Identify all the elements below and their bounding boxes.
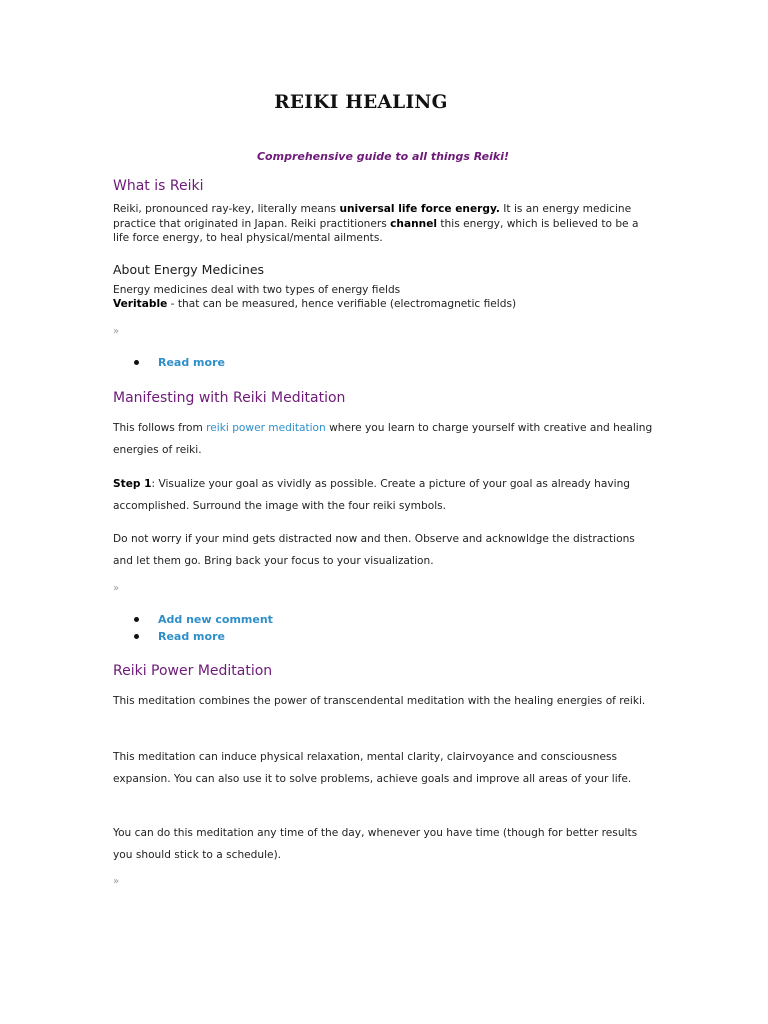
list-item	[134, 355, 225, 372]
text-run: where you learn to charge yourself with creative and healing energies of reiki.	[113, 422, 653, 456]
energy-medicines-line: Energy medicines deal with two types of energy fields	[113, 284, 401, 296]
text-run: It is an energy medicine practice that originated in Japan. Reiki practitioners	[113, 203, 632, 230]
text-run: this energy, which is believed to be a life force energy, to heal physical/mental ailments.	[113, 217, 639, 244]
text-run: : Visualize your goal as vividly as possible. Create a picture of your goal as already having accomplished. Surround the image with the four reiki symbols.	[113, 478, 631, 512]
read-more-link[interactable]: Read more	[158, 629, 225, 643]
links-list	[134, 612, 273, 645]
list-item	[134, 629, 273, 646]
bold-term-step-1: Step 1	[113, 478, 152, 490]
bullet-icon	[134, 634, 139, 639]
list-item	[134, 612, 273, 629]
page-subtitle: Comprehensive guide to all things Reiki!	[256, 150, 510, 163]
add-new-comment-link[interactable]: Add new comment	[158, 613, 273, 626]
bullet-icon	[134, 360, 139, 365]
subheading-energy-medicines: About Energy Medicines	[113, 262, 265, 277]
section-heading-what-is-reiki: What is Reiki	[113, 178, 204, 194]
raquo-separator: »	[113, 876, 120, 887]
manifesting-paragraph-3: Do not worry if your mind gets distracted now and then. Observe and acknowldge the distractions and let them go. Bring back your focus to your visualization.	[113, 533, 635, 567]
veritable-line	[113, 297, 653, 312]
bold-term-veritable: Veritable	[113, 298, 168, 310]
read-more-link[interactable]: Read more	[158, 356, 225, 369]
text-run: Reiki, pronounced ray-key, literally means	[113, 203, 340, 215]
text-run: This follows from	[113, 422, 207, 434]
page-title: REIKI HEALING	[274, 92, 448, 113]
what-is-reiki-paragraph	[113, 202, 653, 246]
section-heading-manifesting: Manifesting with Reiki Meditation	[113, 390, 346, 406]
text-run: - that can be measured, hence verifiable (electromagnetic fields)	[167, 298, 517, 310]
manifesting-paragraph-1	[113, 418, 658, 461]
links-list	[134, 355, 225, 372]
bold-term-channel: channel	[390, 217, 438, 230]
raquo-separator: »	[113, 326, 120, 337]
section-heading-power-meditation: Reiki Power Meditation	[113, 663, 273, 679]
bold-term-universal-life-force: universal life force energy.	[339, 203, 500, 215]
reiki-power-meditation-link[interactable]: reiki power meditation	[206, 422, 326, 434]
power-meditation-paragraph-1: This meditation combines the power of transcendental meditation with the healing energies of reiki.	[113, 695, 646, 707]
bullet-icon	[134, 617, 139, 622]
raquo-separator: »	[113, 583, 120, 594]
manifesting-paragraph-2	[113, 474, 658, 517]
power-meditation-paragraph-2: This meditation can induce physical relaxation, mental clarity, clairvoyance and consciousness expansion. You can also use it to solve problems, achieve goals and improve all areas of your life.	[113, 751, 632, 785]
power-meditation-paragraph-3: You can do this meditation any time of the day, whenever you have time (though for better results you should stick to a schedule).	[113, 827, 638, 861]
